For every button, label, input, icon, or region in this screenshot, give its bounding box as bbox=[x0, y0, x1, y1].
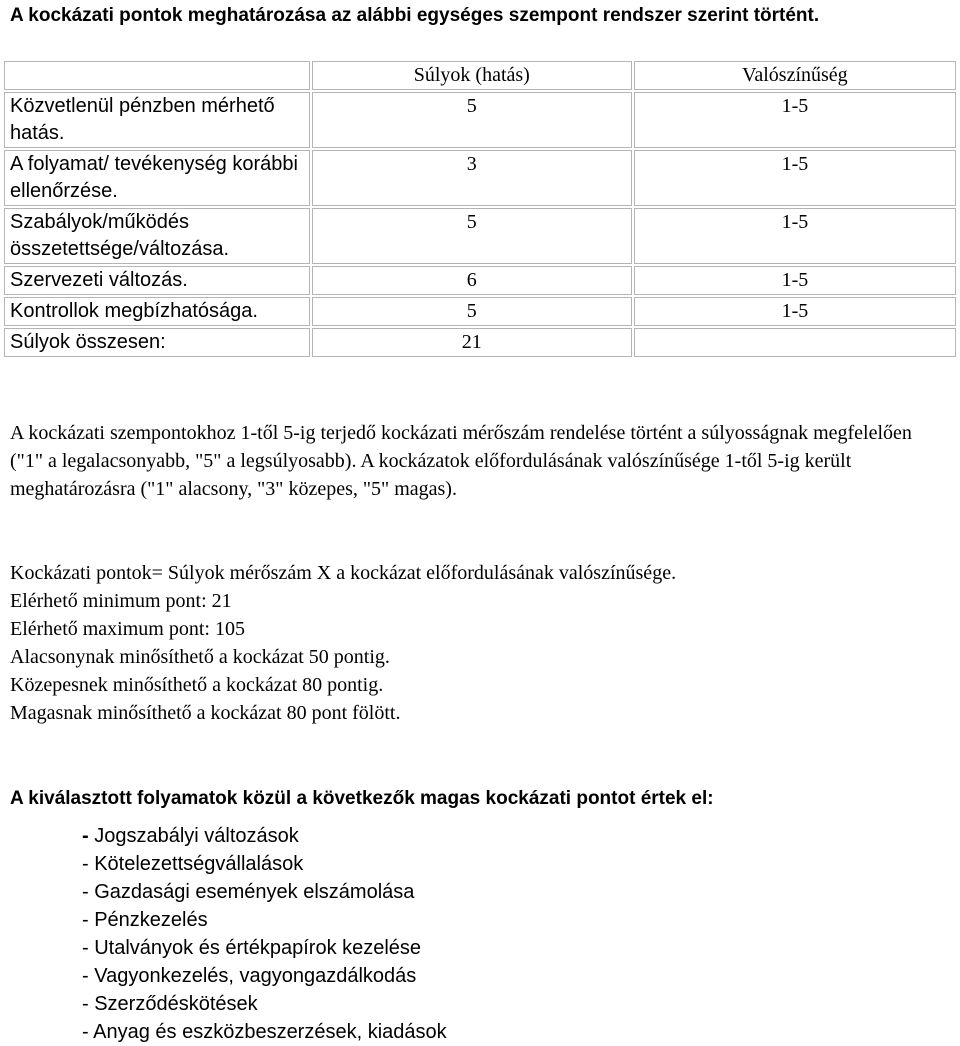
low-risk-line: Alacsonynak minősíthető a kockázat 50 pontig. bbox=[10, 646, 390, 668]
description-paragraph: A kockázati szempontokhoz 1-től 5-ig terjedő kockázati mérőszám rendelése történt a súlyosságnak megfelelően ("1" a legalacsonyabb, "5" a legsúlyosabb). A kockázatok előfordulásának valószínűsége 1-től 5-ig került meghatározásra ("1" alacsony, "3" közepes, "5" magas). bbox=[10, 422, 912, 500]
table-row bbox=[4, 208, 956, 264]
row-label: Szabályok/működés összetettsége/változása. bbox=[4, 208, 310, 264]
row-probability: 1-5 bbox=[634, 297, 956, 326]
table-header-probability: Valószínűség bbox=[634, 61, 956, 90]
process-list bbox=[82, 822, 447, 1046]
row-probability: 1-5 bbox=[634, 92, 956, 148]
list-item: - Kötelezettségvállalások bbox=[82, 853, 304, 875]
row-label: Szervezeti változás. bbox=[4, 266, 310, 295]
table-header-row bbox=[4, 61, 956, 90]
section-heading: A kiválasztott folyamatok közül a következők magas kockázati pontot értek el: bbox=[10, 788, 714, 809]
row-weight: 6 bbox=[312, 266, 632, 295]
list-item: - Jogszabályi változások bbox=[82, 825, 299, 847]
total-label: Súlyok összesen: bbox=[4, 328, 310, 357]
table-row bbox=[4, 266, 956, 295]
row-weight: 5 bbox=[312, 297, 632, 326]
row-label: Közvetlenül pénzben mérhető hatás. bbox=[4, 92, 310, 148]
weights-table bbox=[2, 59, 958, 359]
table-row bbox=[4, 150, 956, 206]
table-row bbox=[4, 297, 956, 326]
row-label: A folyamat/ tevékenység korábbi ellenőrzése. bbox=[4, 150, 310, 206]
table-total-row bbox=[4, 328, 956, 357]
row-weight: 3 bbox=[312, 150, 632, 206]
formula-line: Kockázati pontok= Súlyok mérőszám X a kockázat előfordulásának valószínűsége. bbox=[10, 562, 677, 584]
total-weight: 21 bbox=[312, 328, 632, 357]
row-probability: 1-5 bbox=[634, 208, 956, 264]
high-risk-line: Magasnak minősíthető a kockázat 80 pont fölött. bbox=[10, 702, 401, 724]
list-item: - Anyag és eszközbeszerzések, kiadások bbox=[82, 1021, 447, 1043]
list-item: - Vagyonkezelés, vagyongazdálkodás bbox=[82, 965, 417, 987]
medium-risk-line: Közepesnek minősíthető a kockázat 80 pontig. bbox=[10, 674, 384, 696]
list-item: - Utalványok és értékpapírok kezelése bbox=[82, 937, 422, 959]
row-probability: 1-5 bbox=[634, 266, 956, 295]
total-probability bbox=[634, 328, 956, 357]
maximum-points-line: Elérhető maximum pont: 105 bbox=[10, 618, 245, 640]
page-title: A kockázati pontok meghatározása az alábbi egységes szempont rendszer szerint történt. bbox=[10, 5, 820, 26]
list-item: - Gazdasági események elszámolása bbox=[82, 881, 415, 903]
row-weight: 5 bbox=[312, 92, 632, 148]
list-item: - Szerződéskötések bbox=[82, 993, 258, 1015]
table-row bbox=[4, 92, 956, 148]
minimum-points-line: Elérhető minimum pont: 21 bbox=[10, 590, 232, 612]
row-probability: 1-5 bbox=[634, 150, 956, 206]
row-weight: 5 bbox=[312, 208, 632, 264]
table-header-weights: Súlyok (hatás) bbox=[312, 61, 632, 90]
table-header-empty bbox=[4, 61, 310, 90]
list-item: - Pénzkezelés bbox=[82, 909, 208, 931]
row-label: Kontrollok megbízhatósága. bbox=[4, 297, 310, 326]
